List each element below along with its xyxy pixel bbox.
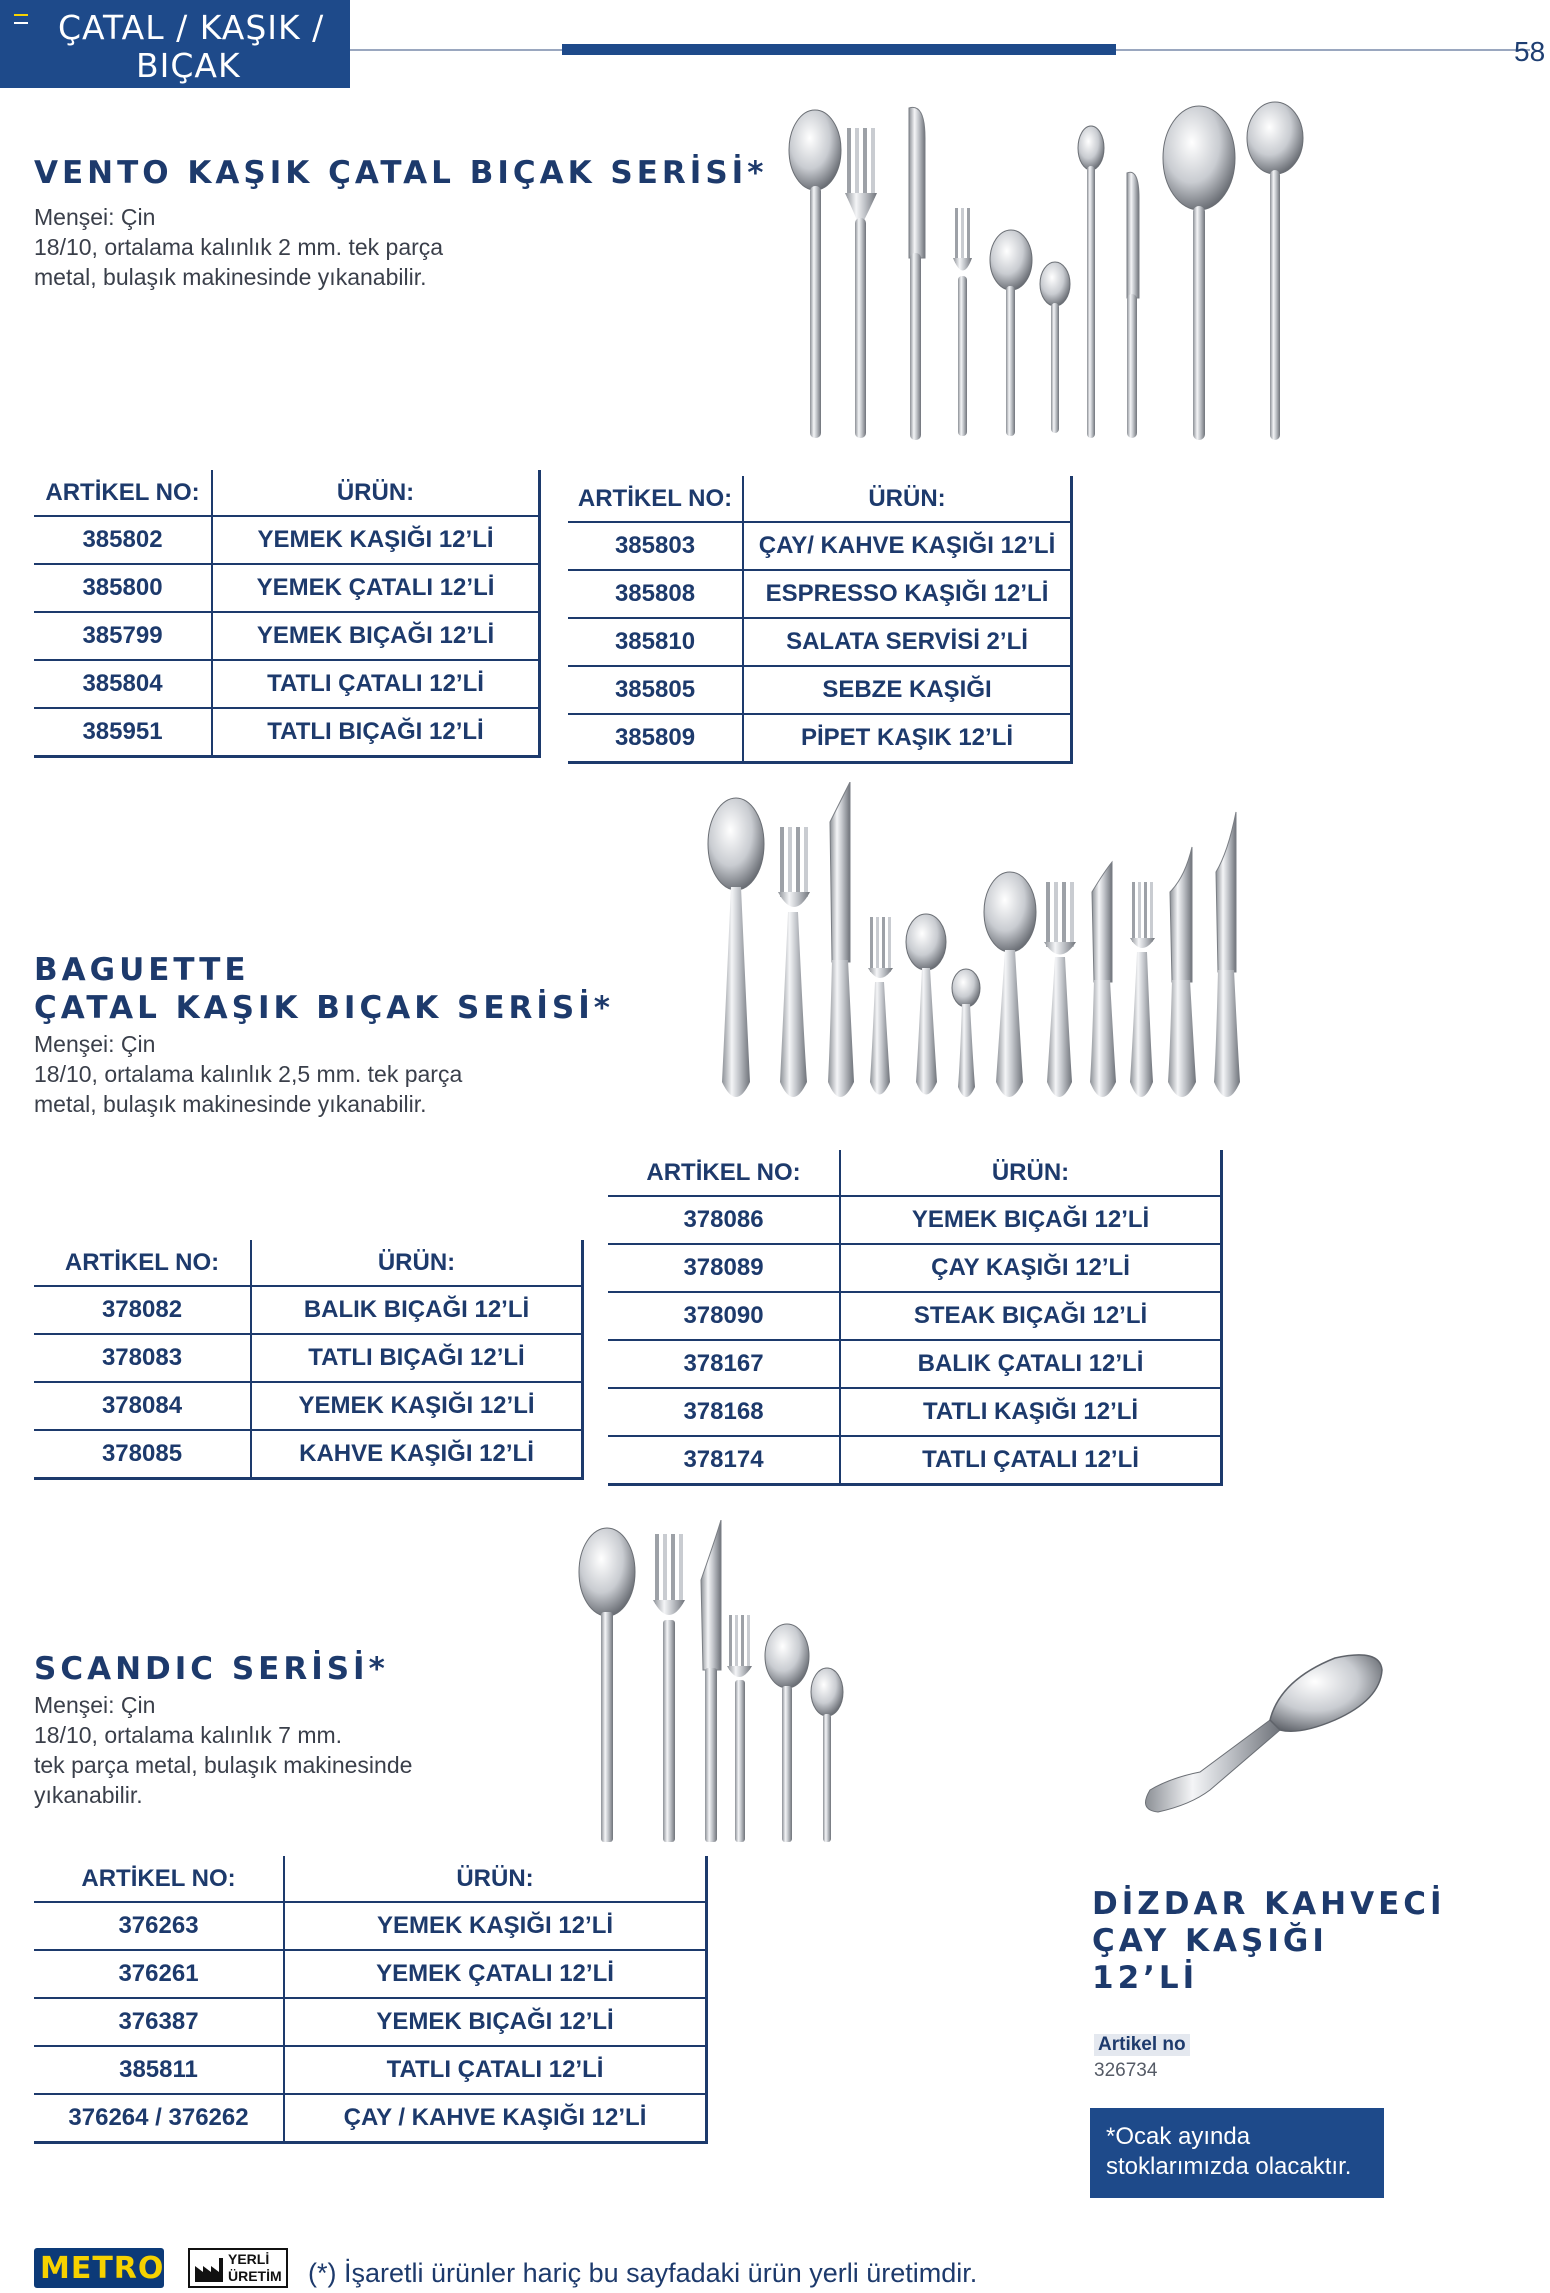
spoon-icon — [579, 1528, 635, 1842]
product-name: YEMEK KAŞIĞI 12’Lİ — [284, 1902, 707, 1950]
knife-icon — [828, 782, 854, 1097]
spoon-icon — [984, 872, 1036, 1097]
header-accent-bar — [562, 44, 1116, 55]
table-row — [34, 1950, 707, 1998]
table-row — [568, 618, 1072, 666]
column-header-artikel: ARTİKEL NO: — [34, 1856, 284, 1902]
vento-desc-line: Menşei: Çin — [34, 204, 156, 230]
stock-note-line: *Ocak ayında — [1106, 2123, 1251, 2150]
product-name: YEMEK KAŞIĞI 12’Lİ — [251, 1382, 583, 1430]
baguette-title — [34, 951, 614, 1027]
spoon-icon — [789, 110, 841, 438]
product-name: TATLI BIÇAĞI 12’Lİ — [212, 708, 540, 756]
scandic-title: SCANDIC SERİSİ* — [34, 1651, 389, 1687]
table-row — [608, 1292, 1222, 1340]
table-row — [34, 1998, 707, 2046]
artikel-no: 385802 — [34, 516, 212, 564]
artikel-no: 378082 — [34, 1286, 251, 1334]
table-row — [34, 660, 540, 708]
table-row — [34, 2094, 707, 2142]
dizdar-spoon-photo — [1130, 1640, 1390, 1820]
product-name: BALIK ÇATALI 12’Lİ — [840, 1340, 1222, 1388]
spoon-icon — [1163, 106, 1235, 440]
knife-icon — [909, 107, 925, 440]
knife-icon — [1090, 862, 1116, 1097]
knife-icon — [1127, 172, 1139, 438]
vento-table-left — [34, 470, 541, 758]
product-name: YEMEK BIÇAĞI 12’Lİ — [284, 1998, 707, 2046]
artikel-no: 385799 — [34, 612, 212, 660]
table-row — [34, 516, 540, 564]
product-name: ESPRESSO KAŞIĞI 12’Lİ — [743, 570, 1072, 618]
spoon-icon — [765, 1624, 809, 1842]
artikel-no: 385808 — [568, 570, 743, 618]
knife-icon — [1168, 847, 1196, 1097]
column-header-artikel: ARTİKEL NO: — [34, 470, 212, 516]
artikel-label: Artikel no — [1094, 2034, 1190, 2056]
artikel-no: 378084 — [34, 1382, 251, 1430]
artikel-no: 378168 — [608, 1388, 840, 1436]
artikel-no: 376261 — [34, 1950, 284, 1998]
baguette-cutlery-photo — [700, 782, 1260, 1117]
artikel-no: 385803 — [568, 522, 743, 570]
artikel-no: 378085 — [34, 1430, 251, 1478]
product-name: STEAK BIÇAĞI 12’Lİ — [840, 1292, 1222, 1340]
product-name: YEMEK ÇATALI 12’Lİ — [212, 564, 540, 612]
product-name: YEMEK BIÇAĞI 12’Lİ — [212, 612, 540, 660]
artikel-no: 385805 — [568, 666, 743, 714]
product-name: YEMEK BIÇAĞI 12’Lİ — [840, 1196, 1222, 1244]
artikel-no: 376263 — [34, 1902, 284, 1950]
scandic-desc-line: 18/10, ortalama kalınlık 7 mm. — [34, 1722, 343, 1748]
product-name: TATLI KAŞIĞI 12’Lİ — [840, 1388, 1222, 1436]
table-row — [34, 612, 540, 660]
stock-note — [1090, 2108, 1384, 2198]
scandic-table — [34, 1856, 708, 2144]
fork-icon — [1044, 882, 1076, 1097]
scandic-desc-line: Menşei: Çin — [34, 1692, 156, 1718]
dizdar-title-line: DİZDAR KAHVECİ — [1092, 1886, 1446, 1922]
artikel-no: 376264 / 376262 — [34, 2094, 284, 2142]
vento-desc-line: metal, bulaşık makinesinde yıkanabilir. — [34, 264, 427, 290]
category-title-line1: ÇATAL / KAŞIK / — [58, 8, 325, 47]
fork-icon — [727, 1615, 752, 1842]
footer-note: (*) İşaretli ürünler hariç bu sayfadaki ürün yerli üretimdir. — [308, 2258, 978, 2288]
table-row — [34, 564, 540, 612]
table-row — [568, 714, 1072, 762]
vento-desc-line: 18/10, ortalama kalınlık 2 mm. tek parça — [34, 234, 444, 260]
table-row — [34, 1430, 583, 1478]
table-row — [608, 1340, 1222, 1388]
baguette-table-left — [34, 1240, 584, 1480]
factory-icon — [193, 2254, 225, 2284]
yerli-uretim-badge — [188, 2248, 288, 2288]
vento-description — [34, 202, 443, 292]
table-row — [608, 1436, 1222, 1484]
scandic-description — [34, 1690, 412, 1810]
scandic-desc-line: yıkanabilir. — [34, 1782, 143, 1808]
knife-icon — [1214, 812, 1240, 1097]
scandic-cutlery-photo — [575, 1520, 855, 1845]
table-row — [34, 2046, 707, 2094]
fork-icon — [845, 128, 877, 438]
table-row — [34, 1382, 583, 1430]
table-row — [34, 1334, 583, 1382]
spoon-icon — [811, 1668, 843, 1842]
column-header-product: ÜRÜN: — [840, 1150, 1222, 1196]
table-row — [608, 1196, 1222, 1244]
vento-table-right — [568, 476, 1073, 764]
spoon-icon — [1078, 126, 1104, 438]
artikel-no: 385804 — [34, 660, 212, 708]
column-header-product: ÜRÜN: — [212, 470, 540, 516]
table-row — [34, 1902, 707, 1950]
product-name: TATLI BIÇAĞI 12’Lİ — [251, 1334, 583, 1382]
baguette-description — [34, 1029, 462, 1119]
product-name: BALIK BIÇAĞI 12’Lİ — [251, 1286, 583, 1334]
artikel-no: 385811 — [34, 2046, 284, 2094]
spoon-icon — [952, 969, 980, 1097]
artikel-no: 378089 — [608, 1244, 840, 1292]
menu-icon — [14, 14, 28, 24]
artikel-no: 378174 — [608, 1436, 840, 1484]
column-header-product: ÜRÜN: — [743, 476, 1072, 522]
column-header-artikel: ARTİKEL NO: — [568, 476, 743, 522]
baguette-desc-line: 18/10, ortalama kalınlık 2,5 mm. tek parça — [34, 1061, 463, 1087]
vento-title: VENTO KAŞIK ÇATAL BIÇAK SERİSİ* — [34, 155, 768, 191]
artikel-no: 385800 — [34, 564, 212, 612]
artikel-no: 376387 — [34, 1998, 284, 2046]
table-row — [568, 522, 1072, 570]
category-tab — [0, 0, 350, 88]
table-row — [608, 1388, 1222, 1436]
spoon-icon — [990, 230, 1032, 436]
artikel-no: 378090 — [608, 1292, 840, 1340]
product-name: SEBZE KAŞIĞI — [743, 666, 1072, 714]
category-title-line2: BIÇAK — [136, 46, 241, 85]
column-header-product: ÜRÜN: — [251, 1240, 583, 1286]
product-name: SALATA SERVİSİ 2’Lİ — [743, 618, 1072, 666]
scandic-desc-line: tek parça metal, bulaşık makinesinde — [34, 1752, 413, 1778]
badge-line: ÜRETİM — [228, 2268, 282, 2284]
fork-icon — [778, 827, 810, 1097]
product-name: ÇAY / KAHVE KAŞIĞI 12’Lİ — [284, 2094, 707, 2142]
page-number: 58 — [1514, 36, 1546, 67]
spoon-icon — [708, 798, 764, 1097]
spoon-icon — [1040, 262, 1070, 433]
product-name: KAHVE KAŞIĞI 12’Lİ — [251, 1430, 583, 1478]
baguette-title-line: BAGUETTE — [34, 952, 250, 988]
artikel-no: 385809 — [568, 714, 743, 762]
knife-icon — [701, 1520, 721, 1842]
metro-logo — [34, 2248, 164, 2288]
product-name: TATLI ÇATALI 12’Lİ — [284, 2046, 707, 2094]
product-name: TATLI ÇATALI 12’Lİ — [840, 1436, 1222, 1484]
product-name: TATLI ÇATALI 12’Lİ — [212, 660, 540, 708]
artikel-no: 378086 — [608, 1196, 840, 1244]
artikel-no: 378167 — [608, 1340, 840, 1388]
dizdar-title-line: 12’Lİ — [1092, 1960, 1199, 1996]
artikel-no: 385951 — [34, 708, 212, 756]
fork-icon — [653, 1534, 685, 1842]
table-row — [568, 666, 1072, 714]
spoon-icon — [906, 914, 946, 1095]
table-row — [568, 570, 1072, 618]
product-name: YEMEK KAŞIĞI 12’Lİ — [212, 516, 540, 564]
baguette-table-right — [608, 1150, 1223, 1486]
baguette-desc-line: metal, bulaşık makinesinde yıkanabilir. — [34, 1091, 427, 1117]
artikel-no: 378083 — [34, 1334, 251, 1382]
product-name: ÇAY KAŞIĞI 12’Lİ — [840, 1244, 1222, 1292]
stock-note-line: stoklarımızda olacaktır. — [1106, 2153, 1352, 2180]
spoon-icon — [1146, 1655, 1383, 1812]
baguette-desc-line: Menşei: Çin — [34, 1031, 156, 1057]
product-name: YEMEK ÇATALI 12’Lİ — [284, 1950, 707, 1998]
dizdar-title — [1092, 1886, 1446, 1997]
dizdar-title-line: ÇAY KAŞIĞI — [1092, 1923, 1328, 1959]
fork-icon — [1130, 882, 1155, 1097]
badge-line: YERLİ — [228, 2251, 270, 2267]
artikel-no: 385810 — [568, 618, 743, 666]
fork-icon — [953, 208, 972, 436]
table-row — [608, 1244, 1222, 1292]
baguette-title-line: ÇATAL KAŞIK BIÇAK SERİSİ* — [34, 990, 615, 1026]
column-header-product: ÜRÜN: — [284, 1856, 707, 1902]
vento-cutlery-photo — [775, 98, 1315, 448]
table-row — [34, 708, 540, 756]
product-name: ÇAY/ KAHVE KAŞIĞI 12’Lİ — [743, 522, 1072, 570]
table-row — [34, 1286, 583, 1334]
artikel-value: 326734 — [1094, 2060, 1158, 2081]
metro-logo-text: METRO — [40, 2251, 165, 2286]
fork-icon — [868, 917, 893, 1095]
column-header-artikel: ARTİKEL NO: — [34, 1240, 251, 1286]
column-header-artikel: ARTİKEL NO: — [608, 1150, 840, 1196]
spoon-icon — [1247, 102, 1303, 440]
product-name: PİPET KAŞIK 12’Lİ — [743, 714, 1072, 762]
